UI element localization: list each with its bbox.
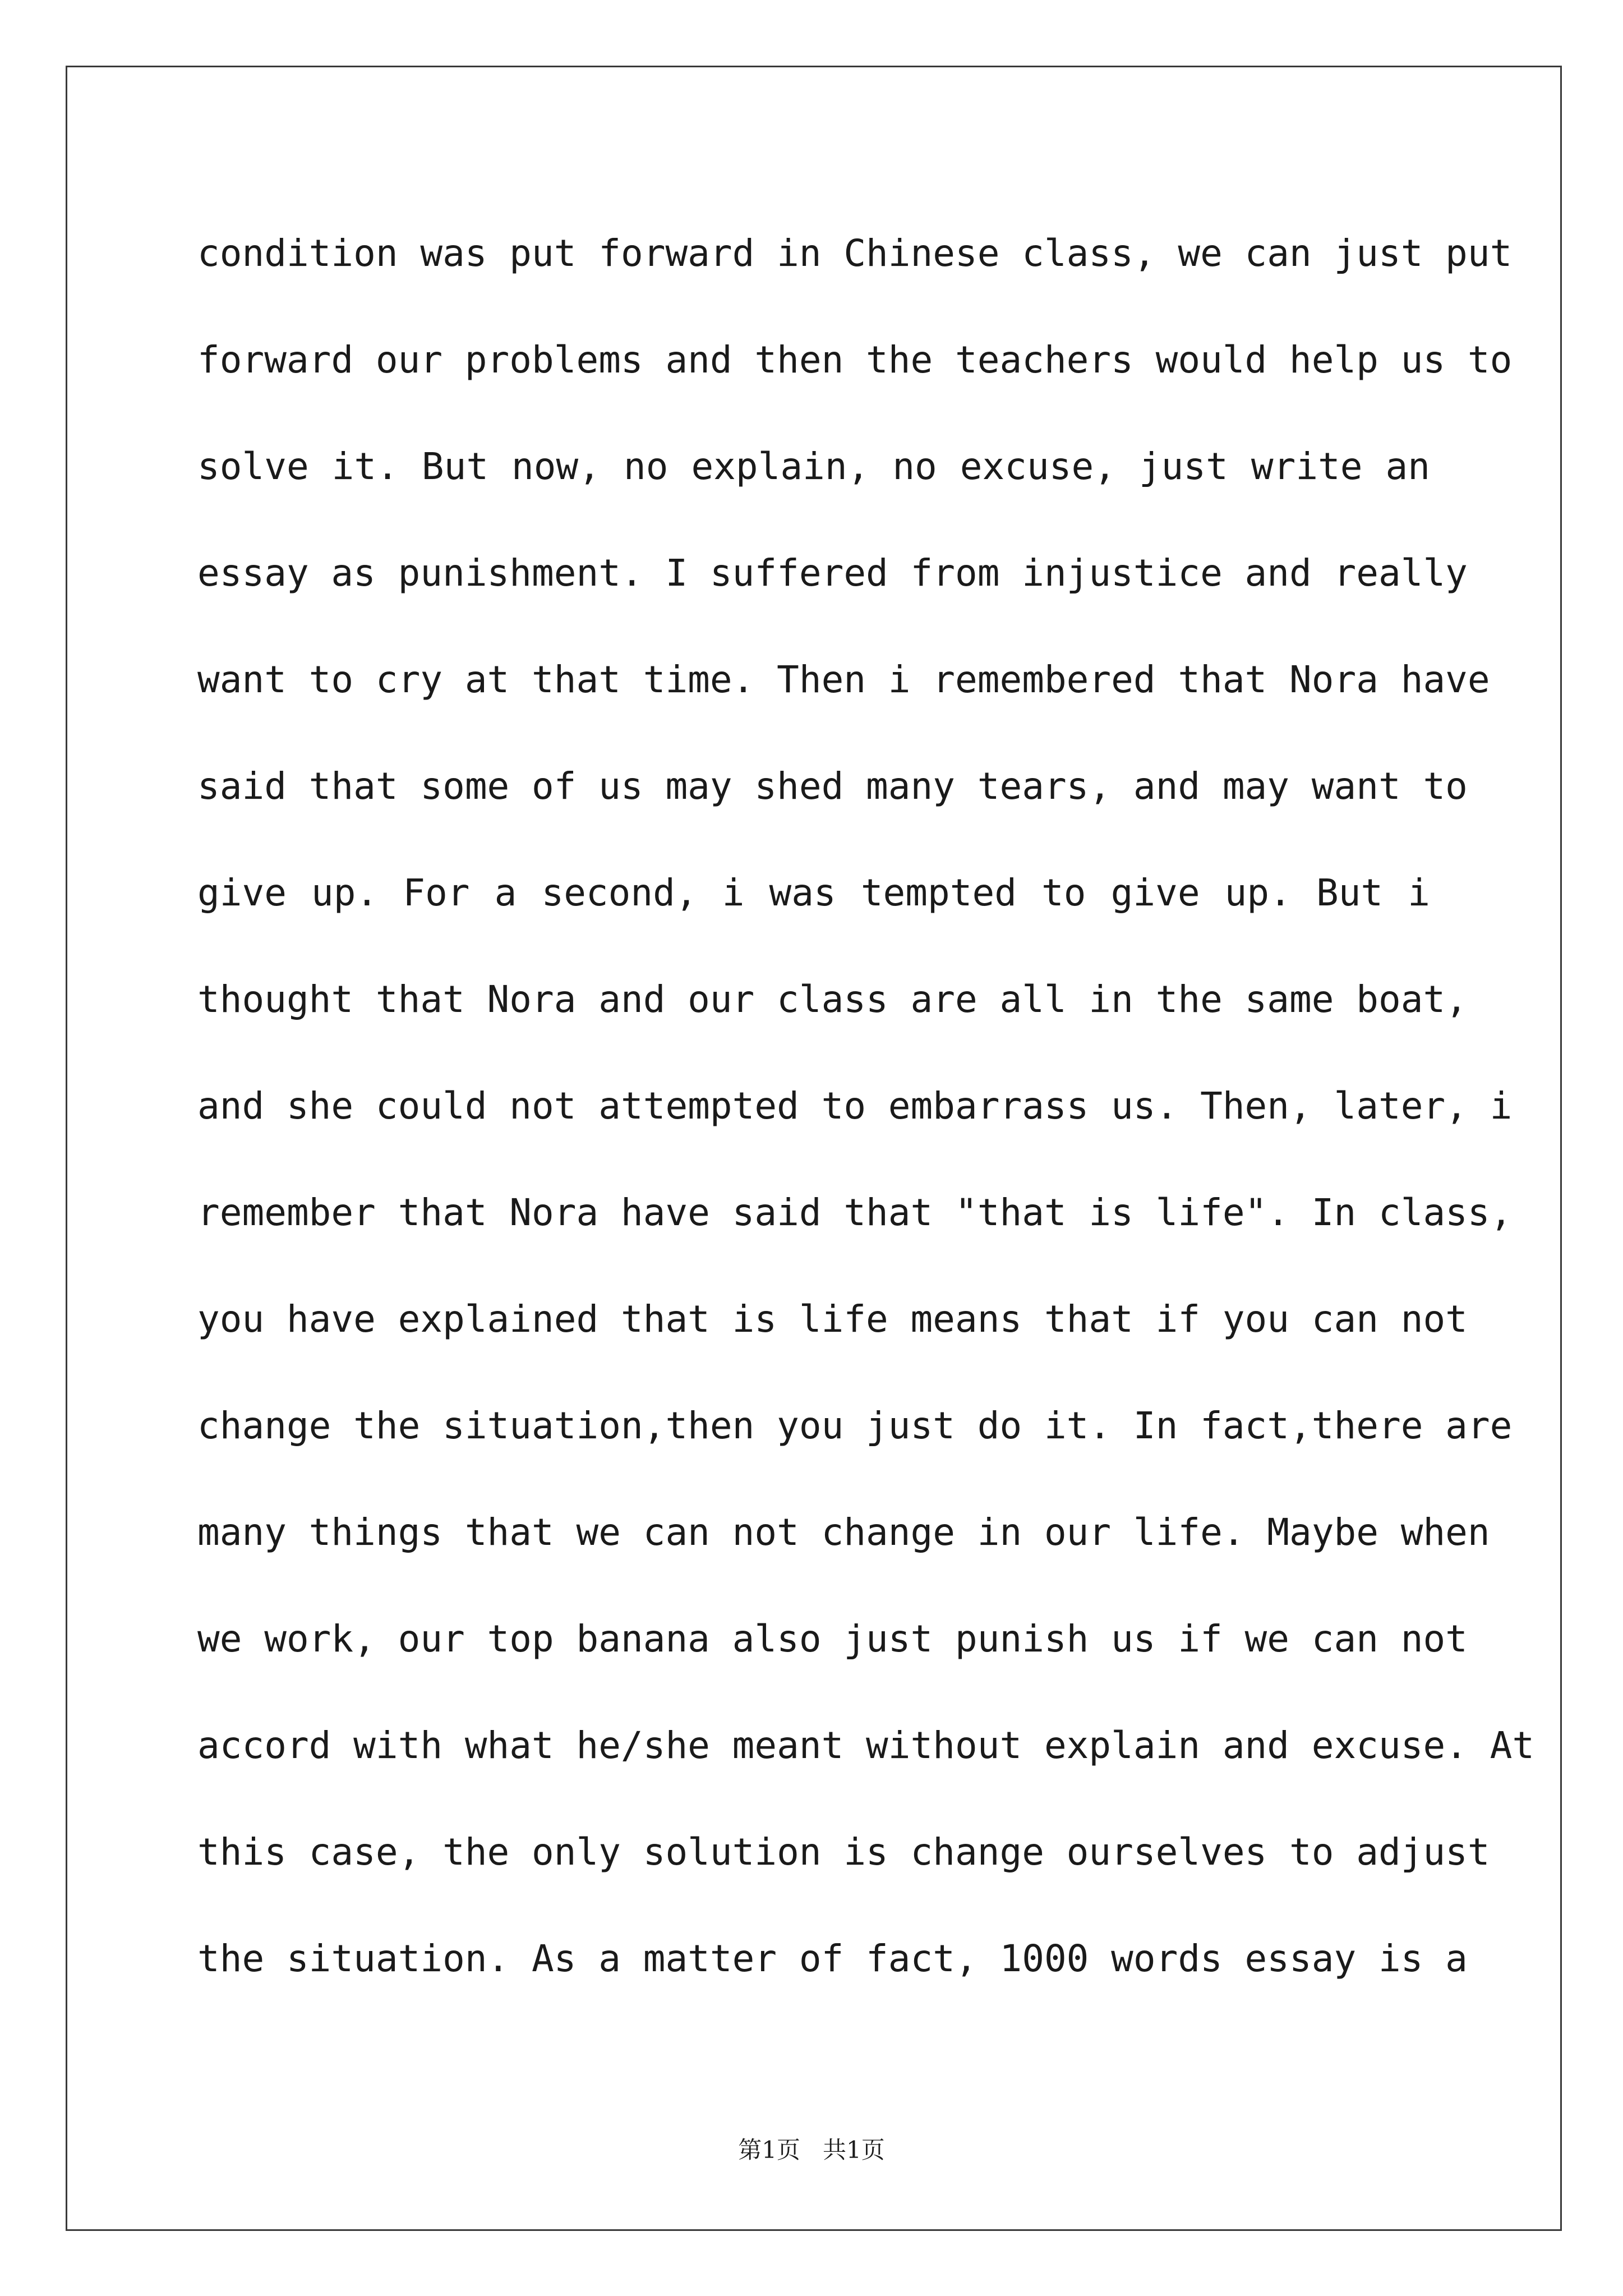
text-line: and she could not attempted to embarrass us. Then, later, i xyxy=(197,1084,1513,1128)
text-line: essay as punishment. I suffered from injustice and really xyxy=(197,551,1468,595)
body-text xyxy=(197,220,1535,2032)
text-line: said that some of us may shed many tears, and may want to xyxy=(197,765,1468,808)
text-line: the situation. As a matter of fact, 1000 words essay is a xyxy=(197,1937,1468,1980)
text-line: we work, our top banana also just punish us if we can not xyxy=(197,1617,1468,1660)
text-line: solve it. But now, no explain, no excuse, just write an xyxy=(197,445,1430,488)
text-line: accord with what he/she meant without explain and excuse. At xyxy=(197,1724,1535,1767)
text-line: many things that we can not change in our life. Maybe when xyxy=(197,1511,1490,1554)
text-line: thought that Nora and our class are all in the same boat, xyxy=(197,978,1468,1021)
text-line: this case, the only solution is change ourselves to adjust xyxy=(197,1830,1490,1874)
text-line: forward our problems and then the teachers would help us to xyxy=(197,338,1513,381)
text-line: you have explained that is life means that if you can not xyxy=(197,1297,1468,1341)
text-line: give up. For a second, i was tempted to give up. But i xyxy=(197,871,1430,914)
page-number-footer: 第1页 共1页 xyxy=(738,2136,885,2164)
text-line: remember that Nora have said that "that is life". In class, xyxy=(197,1191,1513,1234)
text-line: condition was put forward in Chinese class, we can just put xyxy=(197,232,1513,275)
text-line: change the situation,then you just do it. In fact,there are xyxy=(197,1404,1513,1447)
text-line: want to cry at that time. Then i remembered that Nora have xyxy=(197,658,1490,701)
